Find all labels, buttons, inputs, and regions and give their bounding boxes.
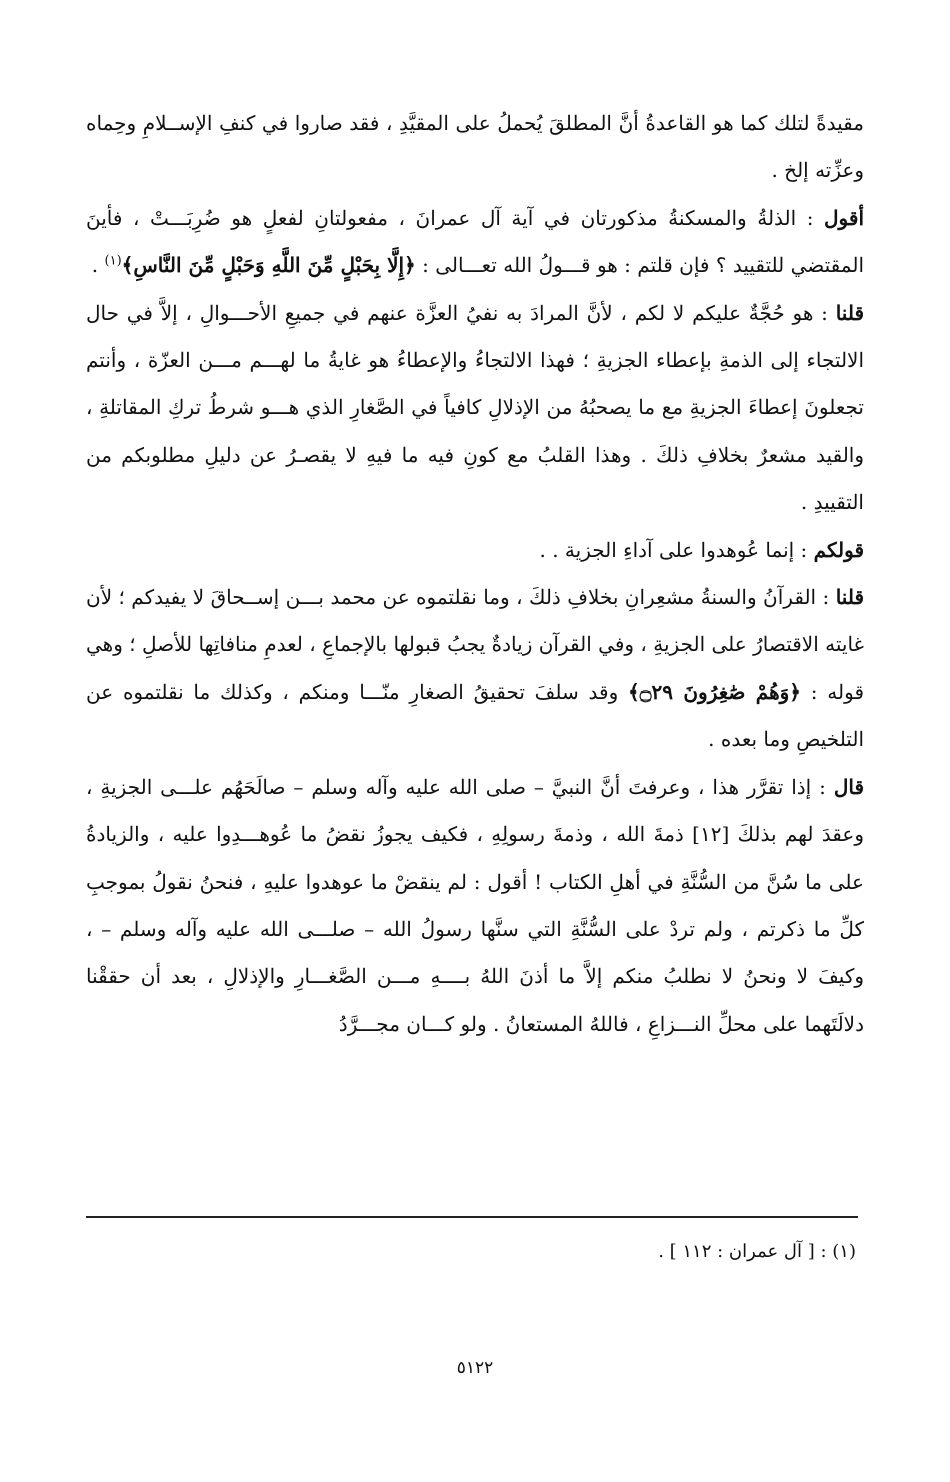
paragraph-3-text: : هو حُجَّةٌ عليكم لا لكم ، لأنَّ المرادَ به نفيُ العزَّة عنهم في جميعِ الأحـــوالِ ، إلاَّ في حال الالتجاء إلى الذمةِ بإعطاء الجزيةِ ؛ فهذا الالتجاءُ والإعطاءُ هو غايةُ ما لهـــم مـــن العزّة ، وأنتم تجعلونَ إعطاءَ الجزيةِ مع ما يصحبُهُ من الإذلالِ كافياً في الصَّغارِ الذي هـــو شرطُ تركِ المقاتلةِ ، والقيد مشعرٌ بخلافِ ذلكَ . وهذا القلبُ مع كونِ فيه ما فيهِ لا يقصـرُ عن دليلِ مطلوبكم من التقييدِ .: [86, 300, 864, 515]
footnote-separator: [86, 1216, 858, 1218]
paragraph-2-after: .: [91, 253, 105, 278]
paragraph-4-lead: قولكم: [813, 537, 864, 562]
paragraph-4-text: : إنما عُوهدوا على آداءِ الجزية . .: [539, 537, 814, 562]
paragraph-5: [86, 574, 864, 764]
paragraph-1: [86, 100, 864, 195]
paragraph-6: [86, 764, 864, 1048]
paragraph-5-quran-quote: ﴿وَهُمْ صَٰغِرُونَ ۝٢٩﴾: [628, 679, 801, 704]
paragraph-1-text: مقيدةً لتلك كما هو القاعدةُ أنَّ المطلقَ يُحملُ على المقيَّدِ ، فقد صاروا في كنفِ الإســلامِ وحِماه وعزِّته إلخ .: [86, 111, 864, 183]
paragraph-3-lead: قلنا: [835, 300, 864, 325]
paragraph-5-text: : القرآنُ والسنةُ مشعِرانِ بخلافِ ذلكَ ، وما نقلتموه عن محمد بـــن إســحاقَ لا يفيدكم ؛ لأن غايته الاقتصارُ على الجزيةِ ، وفي القرآن زيادةٌ يجبُ قبولها بالإجماعِ ، لعدمِ منافاتِها للأصلِ ؛ وهي قوله :: [86, 585, 865, 704]
footnote-reference: (١): [104, 253, 122, 269]
body-text: [86, 100, 864, 1048]
paragraph-2-quran-quote: ﴿إِلَّا بِحَبْلٍ مِّنَ اللَّهِ وَحَبْلٍ مِّنَ النَّاسِ﴾: [121, 253, 416, 278]
paragraph-2-text: : الذلةُ والمسكنةُ مذكورتان في آية آل عمرانَ ، مفعولتانِ لفعلٍ هو ضُرِبَـــتْ ، فأينَ المقتضي للتقييد ؟ فإن قلتم : هو قـــولُ الله تعـــالى :: [86, 205, 864, 278]
paragraph-4: [86, 527, 864, 574]
paragraph-2: [86, 195, 864, 290]
paragraph-6-lead: قال: [833, 774, 864, 799]
footnote: (١) : [ آل عمران : ١١٢ ] .: [658, 1241, 856, 1262]
paragraph-6-text: : إذا تقرَّر هذا ، وعرفتَ أنَّ النبيَّ – صلى الله عليه وآله وسلم – صالَحَهُم علـــى الجزيةِ ، وعقدَ لهم بذلكَ [١٢] ذمةَ الله ، وذمةَ رسولِهِ ، فكيف يجوزُ نقضُ ما عُوهـــدِوا عليه ، والزيادةُ على ما سُنَّ من السُّنَّةِ في أهلِ الكتاب ! أقول : لم ينقضْ ما عوهدوا عليهِ ، فنحنُ نقولُ بموجبِ كلِّ ما ذكرتم ، ولم تردْ على السُّنَّةِ التي سنَّها رسولُ الله – صلـــى الله عليه وآله وسلم – ، وكيفَ لا ونحنُ لا نطلبُ منكم إلاَّ ما أذنَ اللهُ بــــهِ مـــن الصَّغـــارِ والإذلالِ ، بعد أن حققْنا دلالَتَهما على محلِّ النـــزاعِ ، فاللهُ المستعانُ . ولو كـــان مجـــرَّدُ: [86, 774, 864, 1036]
paragraph-5-after: وقد سلفَ تحقيقُ الصغارِ منّـــا ومنكم ، وكذلك ما نقلتموه عن التلخيصِ وما بعده .: [86, 679, 864, 752]
page-number: ٥١٢٢: [456, 1358, 494, 1378]
paragraph-2-lead: أقول: [824, 205, 864, 230]
paragraph-3: [86, 290, 864, 527]
paragraph-5-lead: قلنا: [835, 585, 864, 610]
